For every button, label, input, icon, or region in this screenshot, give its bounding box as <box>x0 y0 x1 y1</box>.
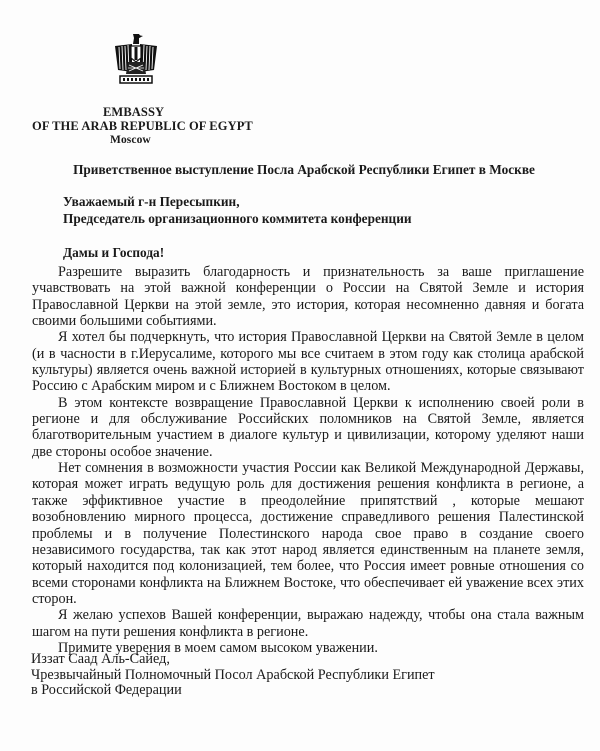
letterhead-city: Moscow <box>110 134 151 146</box>
paragraph: Я хотел бы подчеркнуть, что история Православной Церкви на Святой Земле в целом (и в часности в г.Иерусалиме, которого мы все считаем в этом году как столица арабской культуры) является очень важной историей в культурных отношениях, которые связывают Россию с Арабским миром и с Ближнем Востоком в целом. <box>32 329 584 395</box>
paragraph: Нет сомнения в возможности участия России как Великой Международной Державы, которая может играть ведущую роль для достижения решения конфликта в регионе, а также эффиктивное участие в преодолейние припятствий , которые мешают возобновлению мирного процесса, достижение справедливого решения Палестинской проблемы и в получение Полестинского народа свое право в создание своего независимого государства, так как этот народ является единственным на планете земля, который находится под колонизацией, тем более, что Россия имеет ровные отношения со всеми сторонами конфликта на Ближнем Востоке, что обеспечивает ей уважение всех этих сторон. <box>32 460 584 607</box>
letterhead-country: OF THE ARAB REPUBLIC OF EGYPT <box>32 119 253 133</box>
closing-paragraph: Примите уверения в моем самом высоком уважении. <box>58 639 378 656</box>
paragraph: Я желаю успехов Вашей конференции, выражаю надежду, чтобы она стала важным шагом на пути решения конфликта в регионе. <box>32 607 584 640</box>
salutation <box>63 194 412 227</box>
document-title: Приветственное выступление Посла Арабской Республики Египет в Москве <box>73 162 535 177</box>
salutation-role: Председатель организационного коммитета конференции <box>63 210 412 226</box>
signatory-location: в Российской Федерации <box>31 682 182 698</box>
salutation-addressee: Уважаемый г-н Пересыпкин, <box>63 194 240 209</box>
eagle-emblem-icon <box>112 32 160 90</box>
greeting: Дамы и Господа! <box>63 245 165 260</box>
signature-block <box>31 652 435 699</box>
letterhead-embassy: EMBASSY <box>103 105 165 119</box>
paragraph: В этом контексте возвращение Православной Церкви к исполнению своей роли в регионе и для обслуживание Российских поломников на Святой Земле, является благотворительным участием в диалоге культур и цивилизации, которому уделяют наши две стороны особое значение. <box>32 394 584 460</box>
signatory-name: Иззат Саад Аль-Сайед, <box>31 651 170 667</box>
signatory-position: Чрезвычайный Полномочный Посол Арабской Республики Египет <box>31 666 435 683</box>
paragraph: Разрешите выразить благодарность и признательность за ваше приглашение учавствовать на этой важной конференции о России на Святой Земле и история Православной Церкви на этой земле, это история, которая несомненно давняя и богата своими большими событиями. <box>32 264 584 330</box>
letter-body <box>32 264 584 656</box>
